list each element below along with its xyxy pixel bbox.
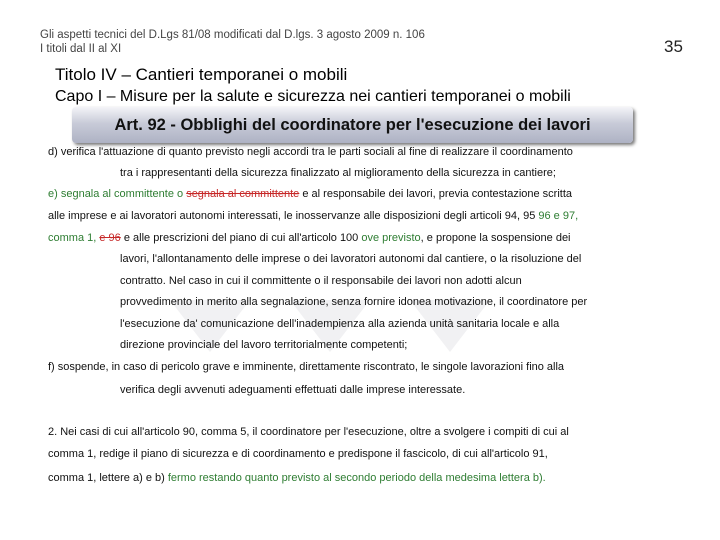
text-line: comma 1, redige il piano di sicurezza e di coordinamento e predispone il fascicolo, di cui all'articolo 91,: [48, 448, 548, 460]
text-span: e al responsabile dei lavori, previa contestazione scritta: [299, 188, 573, 200]
text-line: l'esecuzione da' comunicazione dell'inadempienza alla azienda unità sanitaria locale e alla: [120, 318, 560, 330]
text-span: comma 1, lettere a) e b): [48, 472, 168, 484]
page-number: 35: [664, 37, 683, 56]
header-line-2: I titoli dal II al XI: [40, 43, 122, 55]
text-line: 2. Nei casi di cui all'articolo 90, comma 5, il coordinatore per l'esecuzione, oltre a svolgere i compiti di cui al: [48, 426, 569, 438]
text-line: provvedimento in merito alla segnalazione, senza fornire idonea motivazione, il coordinatore per: [120, 296, 588, 308]
amendment-added: e) segnala al committente o: [48, 188, 187, 200]
text-line: verifica degli avvenuti adeguamenti effettuati dalle imprese interessate.: [120, 384, 466, 396]
article-title: Art. 92 - Obblighi del coordinatore per l'esecuzione dei lavori: [114, 116, 591, 134]
amendment-added: comma 1,: [48, 232, 97, 244]
text-line: [48, 472, 546, 484]
text-span: alle imprese e ai lavoratori autonomi interessati, le inosservanze alle disposizioni degli articoli 94, 95: [48, 210, 539, 222]
amendment-added: 96 e 97,: [538, 210, 579, 222]
article-banner: [72, 107, 633, 143]
text-line: [48, 232, 571, 244]
amendment-added: ove previsto: [361, 232, 421, 244]
text-line: [48, 210, 578, 222]
header-line-1: Gli aspetti tecnici del D.Lgs 81/08 modificati dal D.lgs. 3 agosto 2009 n. 106: [40, 29, 425, 41]
slide-header: [40, 28, 425, 56]
amendment-deleted: segnala al committente: [186, 188, 300, 200]
amendment-added: fermo restando quanto previsto al secondo periodo della medesima lettera b).: [167, 472, 546, 484]
text-line: f) sospende, in caso di pericolo grave e imminente, direttamente riscontrato, le singole lavorazioni fino alla: [48, 361, 565, 373]
chapter-title: Capo I – Misure per la salute e sicurezza nei cantieri temporanei o mobili: [55, 88, 571, 105]
text-span: e alle prescrizioni del piano di cui all'articolo 100: [120, 232, 362, 244]
text-line: contratto. Nel caso in cui il committente o il responsabile dei lavori non adotti alcun: [120, 275, 522, 287]
text-line: direzione provinciale del lavoro territorialmente competenti;: [120, 339, 408, 351]
text-span: , e propone la sospensione dei: [420, 232, 571, 244]
text-line: [48, 188, 572, 200]
text-line: tra i rappresentanti della sicurezza finalizzato al miglioramento della sicurezza in cantiere;: [120, 167, 556, 179]
text-line: lavori, l'allontanamento delle imprese o dei lavoratori autonomi dal cantiere, o la risoluzione del: [120, 253, 582, 265]
text-line: d) verifica l'attuazione di quanto previsto negli accordi tra le parti sociali al fine di realizzare il coordinamento: [48, 146, 573, 158]
amendment-deleted: e 96: [99, 232, 121, 244]
title: Titolo IV – Cantieri temporanei o mobili: [55, 65, 348, 84]
